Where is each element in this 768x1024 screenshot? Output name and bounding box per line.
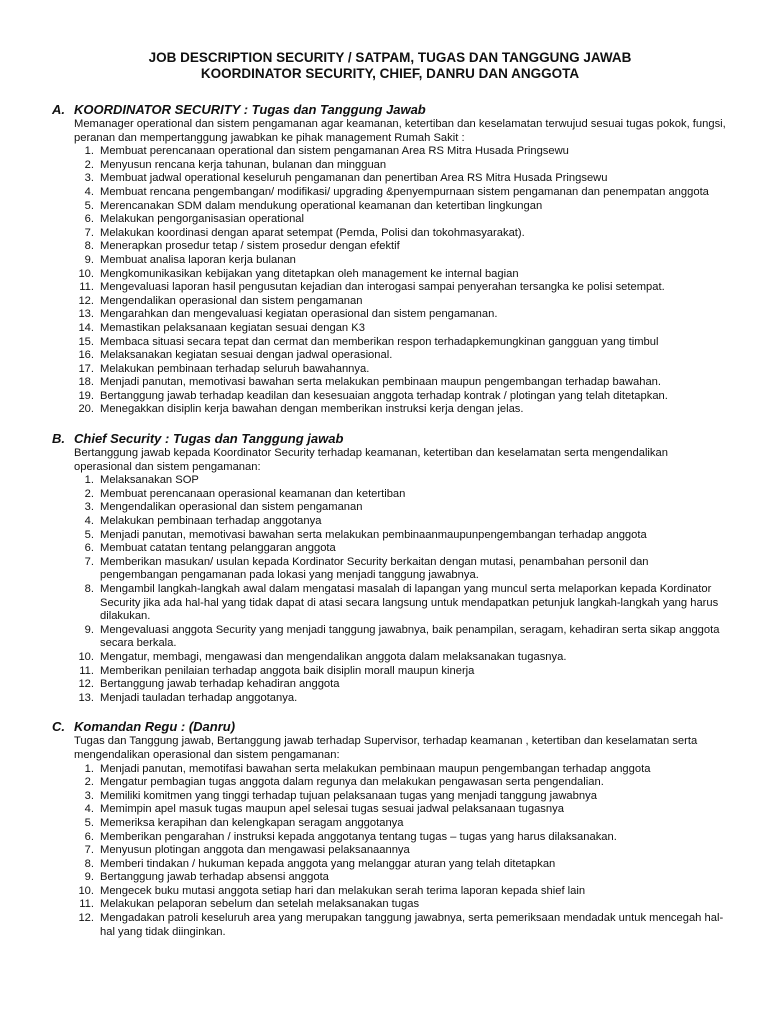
item-number: 6. <box>84 830 94 843</box>
section-heading <box>52 431 728 447</box>
list-item <box>74 651 728 665</box>
item-text: Membuat rencana pengembangan/ modifikasi/ upgrading &penyempurnaan sistem pengamanan dan penempatan anggota <box>100 185 709 198</box>
item-text: Membuat catatan tentang pelanggaran anggota <box>100 542 336 555</box>
item-number: 11. <box>79 898 94 911</box>
list-item <box>74 912 728 939</box>
item-text: Memeriksa kerapihan dan kelengkapan seragam anggotanya <box>100 816 404 829</box>
list-item <box>74 529 728 543</box>
list-item <box>74 295 728 309</box>
item-number: 3. <box>84 789 94 802</box>
item-text: Mengadakan patroli keseluruh area yang merupakan tanggung jawabnya, serta pemeriksaan mendadak untuk mencegah hal-hal yang tidak diinginkan. <box>100 912 724 938</box>
item-text: Bertanggung jawab terhadap kehadiran anggota <box>100 678 340 691</box>
section-intro: Bertanggung jawab kepada Koordinator Security terhadap keamanan, ketertiban dan keselamatan serta mengendalikan operasional dan sistem pengamanan: <box>74 447 668 473</box>
item-number: 16. <box>78 349 94 362</box>
item-text: Bertanggung jawab terhadap keadilan dan kesesuaian anggota terhadap kontrak / plotingan yang telah ditetapkan. <box>100 389 668 402</box>
item-text: Membuat jadwal operational keseluruh pengamanan dan penertiban Area RS Mitra Husada Pringsewu <box>100 172 608 185</box>
list-item <box>74 322 728 336</box>
item-text: Memberikan masukan/ usulan kepada Kordinator Security berkaitan dengan mutasi, penambahan personil dan pengembangan pengamanan pada lokasi yang menjadi tanggung jawabnya. <box>100 555 649 582</box>
list-item <box>74 376 728 390</box>
item-number: 7. <box>84 226 94 239</box>
item-number: 17. <box>78 362 94 375</box>
list-item <box>74 145 728 159</box>
item-text: Memberikan pengarahan / instruksi kepada anggotanya tentang tugas – tugas yang harus dilaksanakan. <box>100 830 617 843</box>
list-item <box>74 858 728 872</box>
list-item <box>74 515 728 529</box>
title-line-1: JOB DESCRIPTION SECURITY / SATPAM, TUGAS DAN TANGGUNG JAWAB <box>148 50 632 65</box>
item-number: 18. <box>78 376 94 389</box>
list-item <box>74 803 728 817</box>
list-item <box>74 240 728 254</box>
item-text: Mengatur pembagian tugas anggota dalam regunya dan melakukan pengawasan serta pengendalian. <box>100 776 604 789</box>
item-number: 1. <box>84 762 94 775</box>
item-number: 8. <box>84 857 94 870</box>
item-text: Merencanakan SDM dalam mendukung operational keamanan dan ketertiban lingkungan <box>100 199 543 212</box>
item-number: 9. <box>84 253 94 266</box>
section-intro: Tugas dan Tanggung jawab, Bertanggung jawab terhadap Supervisor, terhadap keamanan , ketertiban dan keselamatan serta mengendalikan operasional dan sistem pengamanan: <box>74 735 698 761</box>
document-title <box>52 50 728 82</box>
list-item <box>74 844 728 858</box>
item-number: 4. <box>84 185 94 198</box>
list-item <box>74 363 728 377</box>
section-letter: B. <box>52 431 65 447</box>
list-item <box>74 501 728 515</box>
item-number: 9. <box>84 871 94 884</box>
section-heading <box>52 719 728 735</box>
item-text: Mengecek buku mutasi anggota setiap hari dan melakukan serah terima laporan kepada shief lain <box>100 884 586 897</box>
item-text: Mengendalikan operasional dan sistem pengamanan <box>100 294 363 307</box>
item-text: Menerapkan prosedur tetap / sistem prosedur dengan efektif <box>100 240 400 253</box>
item-number: 3. <box>84 501 94 514</box>
item-number: 2. <box>84 487 94 500</box>
item-number: 15. <box>78 335 94 348</box>
section-chief-security <box>52 431 728 705</box>
item-number: 3. <box>84 172 94 185</box>
item-number: 8. <box>84 583 94 595</box>
item-text: Mengambil langkah-langkah awal dalam mengatasi masalah di lapangan yang muncul serta melaporkan kepada Kordinator Security jika ada hal-hal yang tidak dapat di atasi secara langsung untuk mendapatkan petunjuk langkah-langkah yang harus dilakukan. <box>100 583 719 623</box>
item-number: 7. <box>84 555 94 568</box>
list-item <box>74 542 728 556</box>
item-text: Melakukan pengorganisasian operational <box>100 213 305 226</box>
item-number: 4. <box>84 515 94 528</box>
item-text: Mengatur, membagi, mengawasi dan mengendalikan anggota dalam melaksanakan tugasnya. <box>100 650 567 663</box>
section-title: Chief Security : Tugas dan Tanggung jawab <box>74 431 344 447</box>
item-number: 1. <box>84 145 94 158</box>
item-number: 13. <box>78 691 94 704</box>
item-text: Melakukan koordinasi dengan aparat setempat (Pemda, Polisi dan tokohmasyarakat). <box>100 226 525 239</box>
list-item <box>74 678 728 692</box>
section-letter: C. <box>52 719 65 735</box>
list-item <box>74 885 728 899</box>
item-number: 2. <box>84 158 94 171</box>
section-komandan-regu <box>52 719 728 939</box>
item-text: Menyusun plotingan anggota dan mengawasi pelaksanaannya <box>100 844 410 857</box>
item-text: Menyusun rencana kerja tahunan, bulanan dan mingguan <box>100 158 387 171</box>
item-text: Membuat analisa laporan kerja bulanan <box>100 253 296 266</box>
item-text: Memberi tindakan / hukuman kepada anggota yang melanggar aturan yang telah ditetapkan <box>100 857 556 870</box>
item-text: Membuat perencanaan operational dan sistem pengamanan Area RS Mitra Husada Pringsewu <box>100 145 569 158</box>
item-number: 5. <box>84 199 94 212</box>
list-item <box>74 474 728 488</box>
item-text: Melakukan pelaporan sebelum dan setelah melaksanakan tugas <box>100 898 420 911</box>
list-item <box>74 227 728 241</box>
list-item <box>74 624 728 651</box>
item-number: 12. <box>78 294 94 307</box>
list-item <box>74 692 728 706</box>
duty-list <box>74 145 728 417</box>
section-title: KOORDINATOR SECURITY : Tugas dan Tanggung Jawab <box>74 102 426 117</box>
item-number: 10. <box>78 650 94 663</box>
list-item <box>74 831 728 845</box>
list-item <box>74 898 728 912</box>
item-text: Membaca situasi secara tepat dan cermat dan memberikan respon terhadapkemungkinan gangguan yang timbul <box>100 335 659 348</box>
item-text: Memimpin apel masuk tugas maupun apel selesai tugas sesuai jadwal pelaksanaan tugasnya <box>100 803 564 816</box>
item-text: Melakukan pembinaan terhadap anggotanya <box>100 515 322 528</box>
item-text: Mengevaluasi anggota Security yang menjadi tanggung jawabnya, baik penampilan, seragam, kehadiran serta sikap anggota secara berkala. <box>100 623 720 650</box>
section-koordinator-security <box>52 102 728 417</box>
item-number: 4. <box>84 803 94 816</box>
item-text: Menjadi panutan, memotivasi bawahan serta melakukan pembinaan maupun pengembangan terhadap bawahan. <box>100 376 661 389</box>
list-item <box>74 254 728 268</box>
item-number: 12. <box>78 912 94 925</box>
list-item <box>74 763 728 777</box>
list-item <box>74 776 728 790</box>
item-number: 1. <box>84 474 94 487</box>
item-text: Memastikan pelaksanaan kegiatan sesuai dengan K3 <box>100 321 365 334</box>
item-number: 11. <box>79 281 94 294</box>
item-text: Menegakkan disiplin kerja bawahan dengan memberikan instruksi kerja dengan jelas. <box>100 403 524 416</box>
item-number: 14. <box>78 321 94 334</box>
item-number: 8. <box>84 240 94 253</box>
list-item <box>74 213 728 227</box>
list-item <box>74 336 728 350</box>
list-item <box>74 390 728 404</box>
item-number: 6. <box>84 542 94 555</box>
item-number: 10. <box>78 267 94 280</box>
section-intro: Memanager operational dan sistem pengamanan agar keamanan, ketertiban dan keselamatan terwujud sesuai tugas pokok, fungsi, peranan dan mempertanggung jawabkan ke pihak management Rumah Sakit : <box>74 118 726 144</box>
item-text: Mengevaluasi laporan hasil pengusutan kejadian dan interogasi sampai penyerahan tersangka ke polisi setempat. <box>100 281 665 294</box>
list-item <box>74 349 728 363</box>
list-item <box>74 159 728 173</box>
item-text: Melaksanakan kegiatan sesuai dengan jadwal operasional. <box>100 349 393 362</box>
item-text: Memberikan penilaian terhadap anggota baik disiplin morall maupun kinerja <box>100 664 475 677</box>
duty-list <box>74 763 728 940</box>
list-item <box>74 665 728 679</box>
list-item <box>74 556 728 583</box>
section-heading <box>52 102 728 118</box>
item-text: Menjadi panutan, memotifasi bawahan serta melakukan pembinaan maupun pengembangan terhadap anggota <box>100 762 651 775</box>
item-text: Membuat perencanaan operasional keamanan dan ketertiban <box>100 487 406 500</box>
list-item <box>74 268 728 282</box>
item-number: 5. <box>84 816 94 829</box>
item-number: 10. <box>78 884 94 897</box>
list-item <box>74 488 728 502</box>
item-text: Menjadi tauladan terhadap anggotanya. <box>100 691 298 704</box>
item-text: Menjadi panutan, memotivasi bawahan serta melakukan pembinaanmaupunpengembangan terhadap anggota <box>100 528 647 541</box>
item-text: Bertanggung jawab terhadap absensi anggota <box>100 871 329 884</box>
list-item <box>74 583 728 624</box>
item-text: Melakukan pembinaan terhadap seluruh bawahannya. <box>100 362 370 375</box>
list-item <box>74 817 728 831</box>
list-item <box>74 871 728 885</box>
list-item <box>74 186 728 200</box>
list-item <box>74 790 728 804</box>
item-text: Melaksanakan SOP <box>100 474 199 487</box>
item-number: 2. <box>84 776 94 789</box>
item-text: Mengendalikan operasional dan sistem pengamanan <box>100 501 363 514</box>
list-item <box>74 172 728 186</box>
item-number: 12. <box>78 678 94 691</box>
item-text: Memiliki komitmen yang tinggi terhadap tujuan pelaksanaan tugas yang menjadi tanggung jawabnya <box>100 789 597 802</box>
item-number: 7. <box>84 844 94 857</box>
list-item <box>74 281 728 295</box>
item-number: 5. <box>84 528 94 541</box>
list-item <box>74 403 728 417</box>
item-number: 11. <box>79 664 94 677</box>
section-letter: A. <box>52 102 65 117</box>
list-item <box>74 200 728 214</box>
item-number: 19. <box>78 389 94 402</box>
item-number: 13. <box>78 308 94 321</box>
title-line-2: KOORDINATOR SECURITY, CHIEF, DANRU DAN ANGGOTA <box>200 66 580 81</box>
item-text: Mengarahkan dan mengevaluasi kegiatan operasional dan sistem pengamanan. <box>100 308 498 321</box>
item-number: 9. <box>84 623 94 636</box>
item-number: 6. <box>84 213 94 226</box>
duty-list <box>74 474 728 705</box>
list-item <box>74 308 728 322</box>
item-text: Mengkomunikasikan kebijakan yang ditetapkan oleh management ke internal bagian <box>100 267 519 280</box>
section-title: Komandan Regu : (Danru) <box>74 719 236 735</box>
item-number: 20. <box>78 403 94 416</box>
